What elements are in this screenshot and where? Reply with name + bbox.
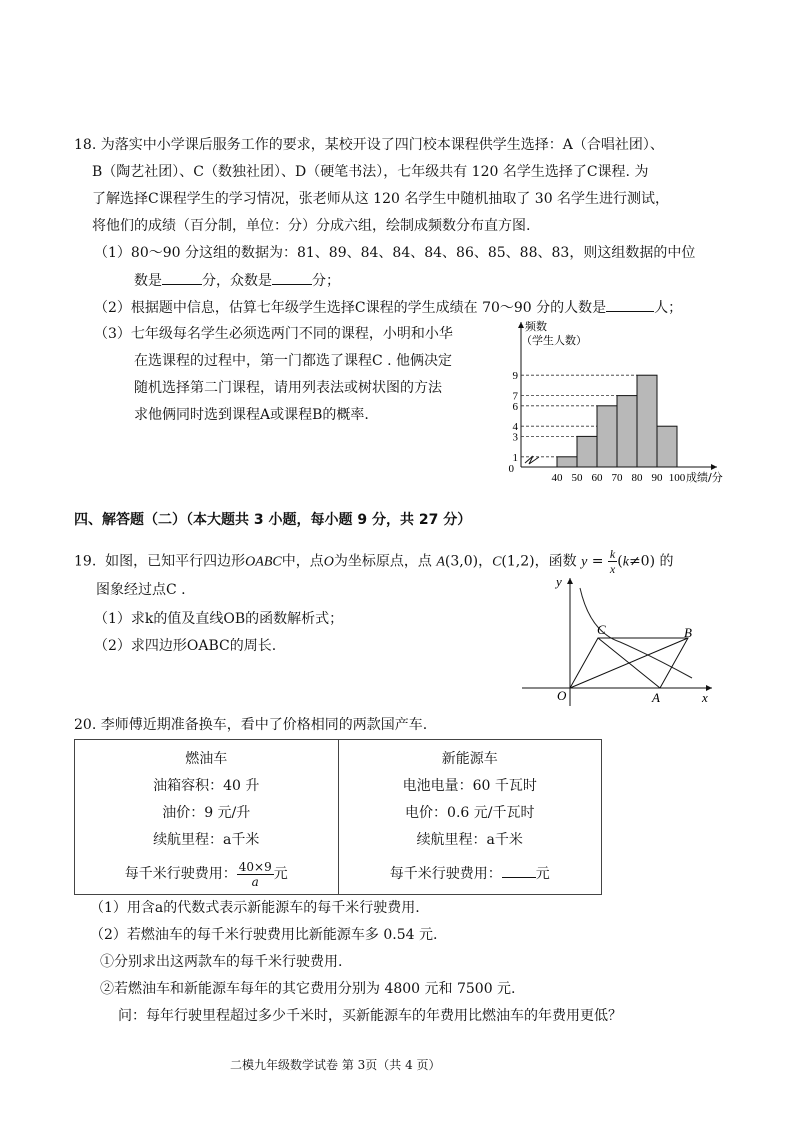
histogram-bar-90-100 (657, 426, 677, 467)
q18-line-2: B（陶艺社团）、C（数独社团）、D（硬笔书法），七年级共有 120 名学生选择了C课程. 为 (92, 164, 649, 180)
fig-label-C: C (597, 622, 606, 637)
x-axis-label: 成绩/分 (686, 471, 723, 484)
q20-part2: （2）若燃油车的每千米行驶费用比新能源车多 0.54 元. (90, 927, 438, 943)
q20-part2-1: ①分别求出这两款车的每千米行驶费用. (100, 954, 343, 970)
fuel-cost-unit: 元 (273, 866, 288, 882)
y-tick-label-6: 6 (512, 400, 518, 413)
q18-line-4: 将他们的成绩（百分制，单位：分）分成六组，绘制成频数分布直方图. (92, 218, 531, 234)
q20-part1: （1）用含a的代数式表示新能源车的每千米行驶费用. (90, 900, 420, 916)
x-tick-label-60: 60 (591, 472, 603, 484)
y-tick-label-1: 1 (512, 451, 518, 464)
q20-part2-3: 问：每年行驶里程超过多少千米时，买新能源车的年费用比燃油车的年费用更低？ (118, 1008, 622, 1024)
q19-part2: （2）求四边形OABC的周长. (94, 638, 277, 654)
ev-car-title: 新能源车 (441, 751, 498, 767)
frequency-histogram (505, 316, 737, 488)
origin-label: 0 (508, 463, 514, 475)
ev-cost-blank (502, 863, 536, 878)
battery-capacity: 电池电量：60 千瓦时 (402, 778, 537, 794)
fig-label-y: y (556, 574, 562, 589)
histogram-bar-60-70 (597, 406, 617, 467)
fig-label-O: O (557, 688, 567, 703)
q18-part1-line-1: （1）80～90 分这组的数据为：81、89、84、84、84、86、85、88、83，则这组数据的中位 (94, 245, 696, 261)
y-axis-label-2: （学生人数） (521, 334, 587, 347)
q19-line-2: 图象经过点C . (96, 582, 186, 598)
histogram-bar-70-80 (617, 396, 637, 467)
fuel-car-range: 续航里程：a千米 (153, 832, 260, 848)
ev-car-range: 续航里程：a千米 (416, 832, 523, 848)
y-tick-label-9: 9 (512, 370, 518, 383)
fuel-cost-label: 每千米行驶费用： (124, 866, 237, 882)
q18-part1-text-c: 分； (312, 273, 340, 289)
q18-part3-line-2: 在选课程的过程中，第一门都选了课程C . 他俩决定 (134, 353, 453, 369)
fuel-car-cost-per-km (75, 854, 338, 894)
ev-car-column (338, 740, 602, 895)
fuel-car-title: 燃油车 (185, 751, 228, 767)
fig-label-x: x (702, 690, 708, 705)
q18-part2 (94, 297, 682, 318)
fig-label-B: B (684, 625, 692, 640)
q18-part1-text-b: 分，众数是 (202, 273, 272, 289)
ev-cost-label: 每千米行驶费用： (389, 866, 502, 882)
q20-part2-2: ②若燃油车和新能源车每年的其它费用分别为 4800 元和 7500 元. (100, 981, 516, 997)
y-tick-label-4: 4 (512, 421, 518, 434)
q20-intro: 20. 李师傅近期准备换车，看中了价格相同的两款国产车. (74, 717, 428, 733)
y-tick-label-3: 3 (512, 431, 518, 444)
q18-part3-line-4: 求他俩同时选到课程A或课程B的概率. (134, 407, 369, 423)
axis-break (525, 456, 539, 464)
x-tick-label-90: 90 (651, 472, 663, 484)
q19-part1: （1）求k的值及直线OB的函数解析式； (94, 611, 344, 627)
fuel-price: 油价：9 元/升 (162, 805, 251, 821)
x-tick-label-100: 100 (668, 472, 686, 484)
y-tick-label-7: 7 (512, 390, 518, 403)
histogram-bar-80-90 (637, 375, 657, 467)
q19-line-1: 19. 如图，已知平行四边形OABC中，点O为坐标原点，点 A(3,0)，C(1,2)，函数 y = $\frac{k}{x}$ (k≠0) 的 (74, 547, 674, 576)
q18-part3-line-3: 随机选择第二门课程，请用列表法或树状图的方法 (134, 380, 442, 396)
x-tick-label-50: 50 (571, 472, 583, 484)
fuel-tank-capacity: 油箱容积：40 升 (153, 778, 260, 794)
q18-part1-text-a: 数是 (134, 273, 162, 289)
q18-line-3: 了解选择C课程学生的学习情况，张老师从这 120 名学生中随机抽取了 30 名学生进行测试， (92, 191, 670, 207)
fig-label-A: A (652, 690, 660, 705)
x-tick-label-80: 80 (631, 472, 643, 484)
count-blank (606, 297, 654, 312)
histogram-bar-50-60 (577, 436, 597, 467)
fuel-car-column (75, 740, 339, 895)
q19-figure (522, 570, 722, 710)
q18-part3-line-1: （3）七年级每名学生必须选两门不同的课程，小明和小华 (94, 326, 453, 342)
mode-blank (272, 270, 312, 285)
ev-car-cost-per-km (339, 854, 602, 894)
histogram-bar-40-50 (557, 457, 577, 467)
q18-part1-line-2 (134, 270, 340, 291)
car-comparison-table (74, 739, 602, 895)
electricity-price: 电价：0.6 元/千瓦时 (405, 805, 535, 821)
section-4-heading: 四、解答题（二）（本大题共 3 小题，每小题 9 分，共 27 分） (74, 512, 472, 528)
y-axis-label: 频数 (525, 320, 547, 333)
q18-part2-text-a: （2）根据题中信息，估算七年级学生选择C课程的学生成绩在 70～90 分的人数是 (94, 300, 607, 316)
q18-part2-text-b: 人； (654, 300, 683, 316)
x-tick-label-40: 40 (551, 472, 563, 484)
median-blank (162, 270, 202, 285)
page-footer: 二模九年级数学试卷 第 3页（共 4 页） (230, 1058, 441, 1072)
ev-cost-unit: 元 (535, 866, 550, 882)
fuel-cost-frac-den: a (251, 874, 259, 889)
x-tick-label-70: 70 (611, 472, 623, 484)
fuel-cost-frac-num: 40×9 (238, 859, 272, 874)
q18-line-1: 18. 为落实中小学课后服务工作的要求，某校开设了四门校本课程供学生选择：A（合唱社团）、 (74, 137, 664, 153)
